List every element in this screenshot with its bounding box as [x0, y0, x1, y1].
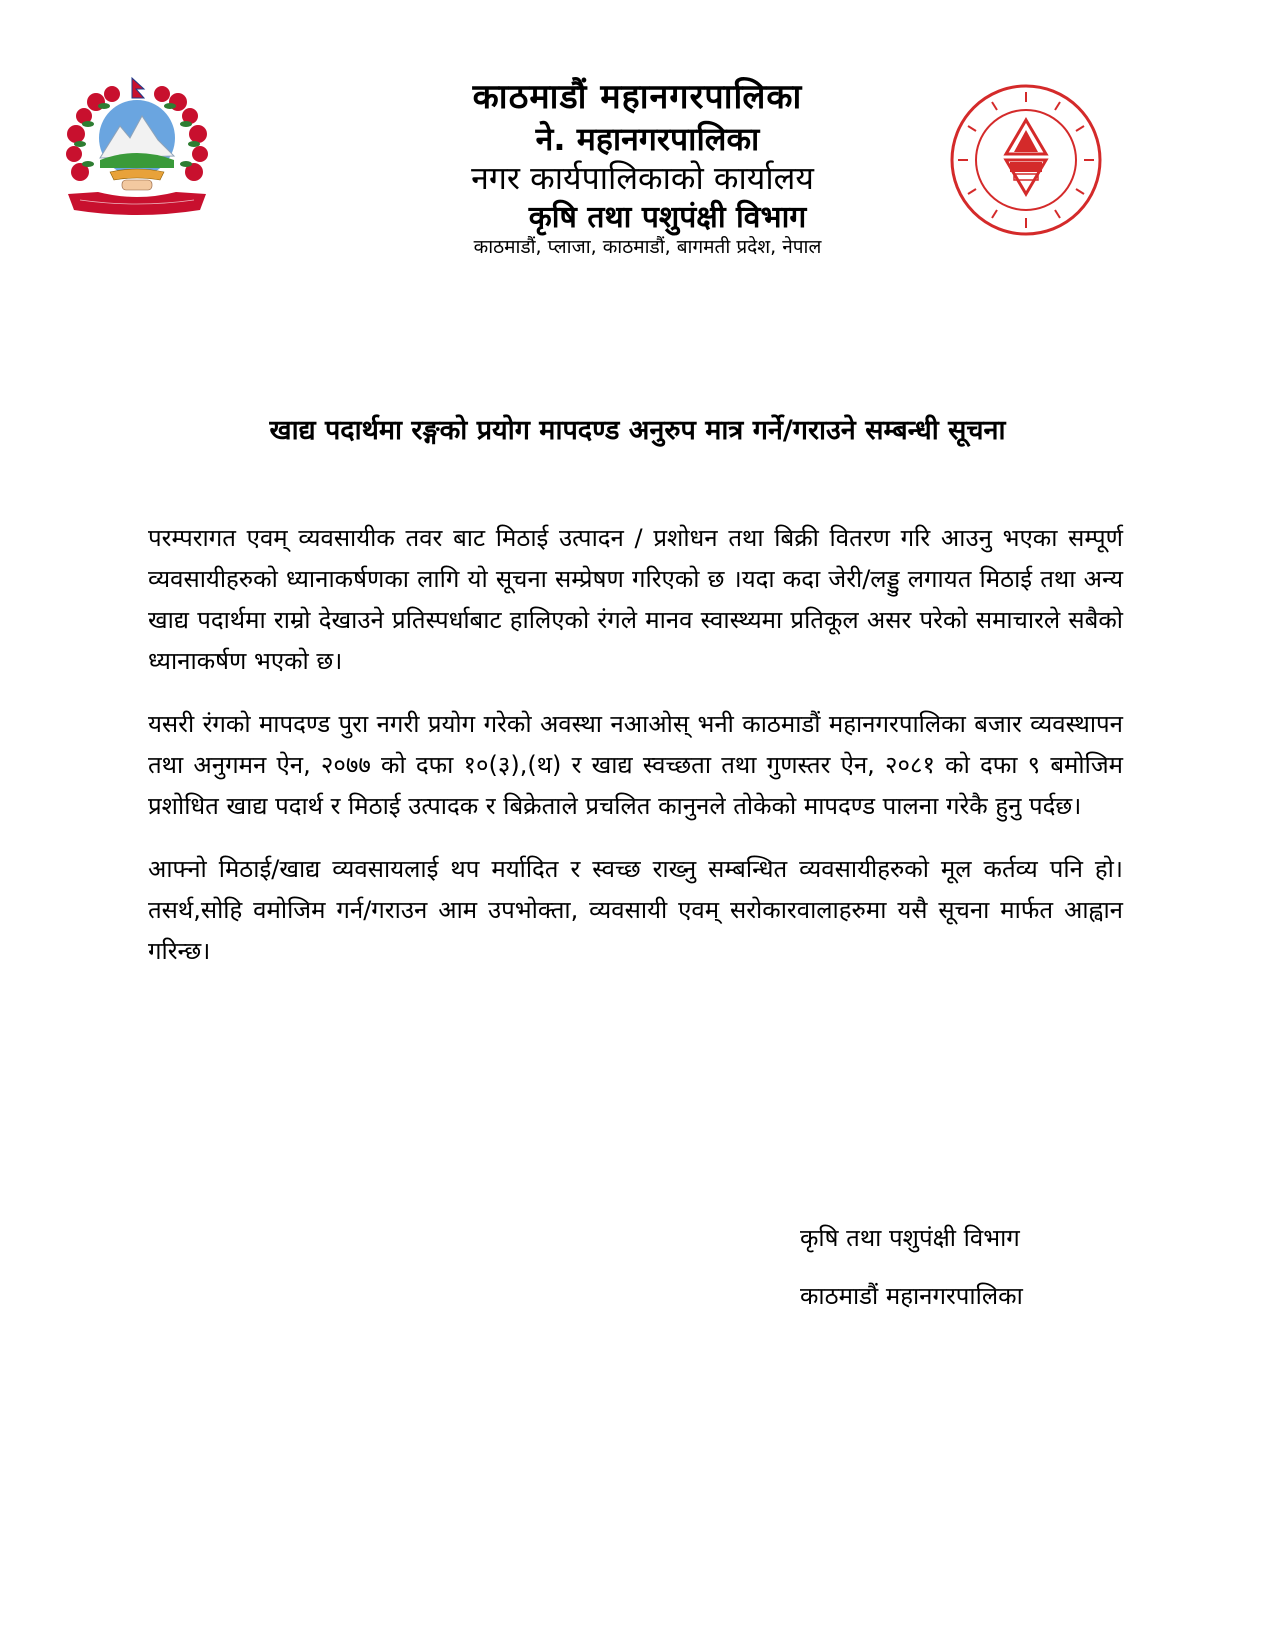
notice-body: [148, 518, 1123, 994]
office-name: काठमाडौं महानगरपालिका: [472, 77, 803, 117]
office-address: काठमाडौं, प्लाजा, काठमाडौं, बागमती प्रदेश, नेपाल: [473, 236, 822, 259]
paragraph: आफ्नो मिठाई/खाद्य व्यवसायलाई थप मर्यादित र स्वच्छ राख्नु सम्बन्धित व्यवसायीहरुको मूल कर्तव्य पनि हो।तसर्थ,सोहि वमोजिम गर्न/गराउन आम उपभोक्ता, व्यवसायी एवम् सरोकारवालाहरुमा यसै सूचना मार्फत आह्वान गरिन्छ।: [148, 855, 1123, 965]
office-name-stylized: ने. महानगरपालिका: [535, 120, 760, 159]
letterhead: [300, 78, 975, 259]
executive-office-title: नगर कार्यपालिकाको कार्यालय: [471, 158, 814, 197]
signature-office: काठमाडौं महानगरपालिका: [800, 1282, 1023, 1310]
department-title: कृषि तथा पशुपंक्षी विभाग: [528, 199, 807, 235]
paragraph: यसरी रंगको मापदण्ड पुरा नगरी प्रयोग गरेको अवस्था नआओस् भनी काठमाडौं महानगरपालिका बजार व्यवस्थापन तथा अनुगमन ऐन, २०७७ को दफा १०(३),(थ) र खाद्य स्वच्छता तथा गुणस्तर ऐन, २०८१ को दफा ९ बमोजिम प्रशोधित खाद्य पदार्थ र मिठाई उत्पादक र बिक्रेताले प्रचलित कानुनले तोकेको मापदण्ड पालना गरेकै हुनु पर्दछ।: [148, 710, 1123, 820]
notice-subject: खाद्य पदार्थमा रङ्गको प्रयोग मापदण्ड अनुरुप मात्र गर्ने/गराउने सम्बन्धी सूचना: [269, 415, 1006, 446]
signature-block: [800, 1223, 1023, 1339]
paragraph: परम्परागत एवम् व्यवसायीक तवर बाट मिठाई उत्पादन / प्रशोधन तथा बिक्री वितरण गरि आउनु भएका सम्पूर्ण व्यवसायीहरुको ध्यानाकर्षणका लागि यो सूचना सम्प्रेषण गरिएको छ ।यदा कदा जेरी/लड्डु लगायत मिठाई तथा अन्य खाद्य पदार्थमा राम्रो देखाउने प्रतिस्पर्धाबाट हालिएको रंगले मानव स्वास्थ्यमा प्रतिकूल असर परेको समाचारले सबैको ध्यानाकर्षण भएको छ।: [148, 524, 1123, 675]
nepal-government-emblem-icon: [58, 76, 216, 220]
kathmandu-metropolitan-city-seal-icon: [948, 82, 1104, 238]
signature-department: कृषि तथा पशुपंक्षी विभाग: [800, 1224, 1020, 1252]
